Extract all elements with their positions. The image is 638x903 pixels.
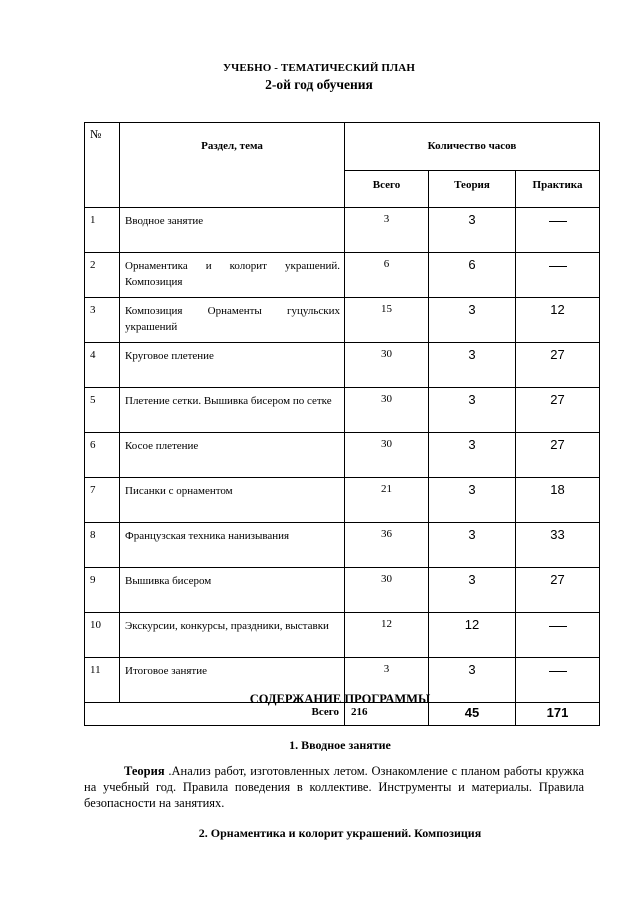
row-topic: Итоговое занятие bbox=[120, 658, 345, 703]
row-theory: 3 bbox=[429, 478, 516, 523]
header-hours: Количество часов bbox=[345, 123, 600, 171]
row-topic: Орнаментика и колорит украшений. Композиция bbox=[120, 253, 345, 298]
table-row bbox=[85, 208, 600, 253]
table-row bbox=[85, 433, 600, 478]
row-theory: 6 bbox=[429, 253, 516, 298]
row-num: 2 bbox=[85, 253, 120, 298]
row-topic: Экскурсии, конкурсы, праздники, выставки bbox=[120, 613, 345, 658]
row-topic: Круговое плетение bbox=[120, 343, 345, 388]
row-theory: 3 bbox=[429, 658, 516, 703]
table-row bbox=[85, 343, 600, 388]
header-topic: Раздел, тема bbox=[120, 123, 345, 208]
header-practice: Практика bbox=[516, 171, 600, 208]
header-theory: Теория bbox=[429, 171, 516, 208]
row-num: 5 bbox=[85, 388, 120, 433]
row-practice: 27 bbox=[516, 433, 600, 478]
row-theory: 3 bbox=[429, 208, 516, 253]
row-num: 8 bbox=[85, 523, 120, 568]
section-1-paragraph bbox=[84, 763, 584, 811]
row-theory: 3 bbox=[429, 388, 516, 433]
summary-theory: 45 bbox=[429, 703, 516, 726]
table-row bbox=[85, 523, 600, 568]
dash-mark bbox=[549, 626, 567, 627]
row-num: 1 bbox=[85, 208, 120, 253]
content-heading: СОДЕРЖАНИЕ ПРОГРАММЫ bbox=[249, 692, 431, 706]
row-num: 4 bbox=[85, 343, 120, 388]
row-practice bbox=[516, 613, 600, 658]
section-1-title: 1. Вводное занятие bbox=[289, 738, 391, 752]
row-total: 3 bbox=[345, 658, 429, 703]
row-total: 30 bbox=[345, 433, 429, 478]
plan-title: УЧЕБНО - ТЕМАТИЧЕСКИЙ ПЛАН bbox=[222, 62, 415, 74]
row-topic: Вышивка бисером bbox=[120, 568, 345, 613]
row-num: 10 bbox=[85, 613, 120, 658]
row-num: 3 bbox=[85, 298, 120, 343]
row-num: 6 bbox=[85, 433, 120, 478]
table-row bbox=[85, 298, 600, 343]
row-theory: 3 bbox=[429, 568, 516, 613]
row-total: 21 bbox=[345, 478, 429, 523]
row-practice bbox=[516, 253, 600, 298]
row-topic: Вводное занятие bbox=[120, 208, 345, 253]
row-num: 7 bbox=[85, 478, 120, 523]
summary-practice: 171 bbox=[516, 703, 600, 726]
plan-subtitle: 2-ой год обучения bbox=[265, 77, 373, 92]
row-total: 30 bbox=[345, 388, 429, 433]
header-total: Всего bbox=[345, 171, 429, 208]
summary-total: 216 bbox=[345, 703, 429, 726]
row-topic: Косое плетение bbox=[120, 433, 345, 478]
row-practice: 27 bbox=[516, 343, 600, 388]
row-practice: 12 bbox=[516, 298, 600, 343]
table-row bbox=[85, 388, 600, 433]
row-practice: 27 bbox=[516, 388, 600, 433]
row-num: 11 bbox=[85, 658, 120, 703]
row-num: 9 bbox=[85, 568, 120, 613]
table-row bbox=[85, 613, 600, 658]
table-body bbox=[85, 208, 600, 726]
row-total: 6 bbox=[345, 253, 429, 298]
row-theory: 3 bbox=[429, 343, 516, 388]
row-topic: Композиция Орнаменты гуцульских украшений bbox=[120, 298, 345, 343]
row-total: 36 bbox=[345, 523, 429, 568]
table-row bbox=[85, 478, 600, 523]
row-practice: 33 bbox=[516, 523, 600, 568]
row-practice bbox=[516, 208, 600, 253]
row-total: 30 bbox=[345, 568, 429, 613]
dash-mark bbox=[549, 221, 567, 222]
row-theory: 12 bbox=[429, 613, 516, 658]
header-num: № bbox=[85, 123, 120, 208]
row-total: 3 bbox=[345, 208, 429, 253]
dash-mark bbox=[549, 266, 567, 267]
section-2-title: 2. Орнаментика и колорит украшений. Композиция bbox=[198, 826, 482, 840]
row-theory: 3 bbox=[429, 523, 516, 568]
row-total: 30 bbox=[345, 343, 429, 388]
row-topic: Французская техника нанизывания bbox=[120, 523, 345, 568]
row-topic: Писанки с орнаментом bbox=[120, 478, 345, 523]
row-theory: 3 bbox=[429, 298, 516, 343]
section-1-text: .Анализ работ, изготовленных летом. Ознакомление с планом работы кружка на учебный год. Правила поведения в коллективе. Инструменты и материалы. Правила безопасности на занятиях. bbox=[84, 764, 584, 810]
row-topic: Плетение сетки. Вышивка бисером по сетке bbox=[120, 388, 345, 433]
row-total: 12 bbox=[345, 613, 429, 658]
table-row bbox=[85, 253, 600, 298]
row-practice: 18 bbox=[516, 478, 600, 523]
study-plan-table bbox=[84, 122, 600, 726]
section-1-lead: Теория bbox=[124, 764, 165, 778]
table-row bbox=[85, 568, 600, 613]
row-practice: 27 bbox=[516, 568, 600, 613]
row-total: 15 bbox=[345, 298, 429, 343]
row-theory: 3 bbox=[429, 433, 516, 478]
summary-label: Всего bbox=[120, 703, 345, 726]
dash-mark bbox=[549, 671, 567, 672]
